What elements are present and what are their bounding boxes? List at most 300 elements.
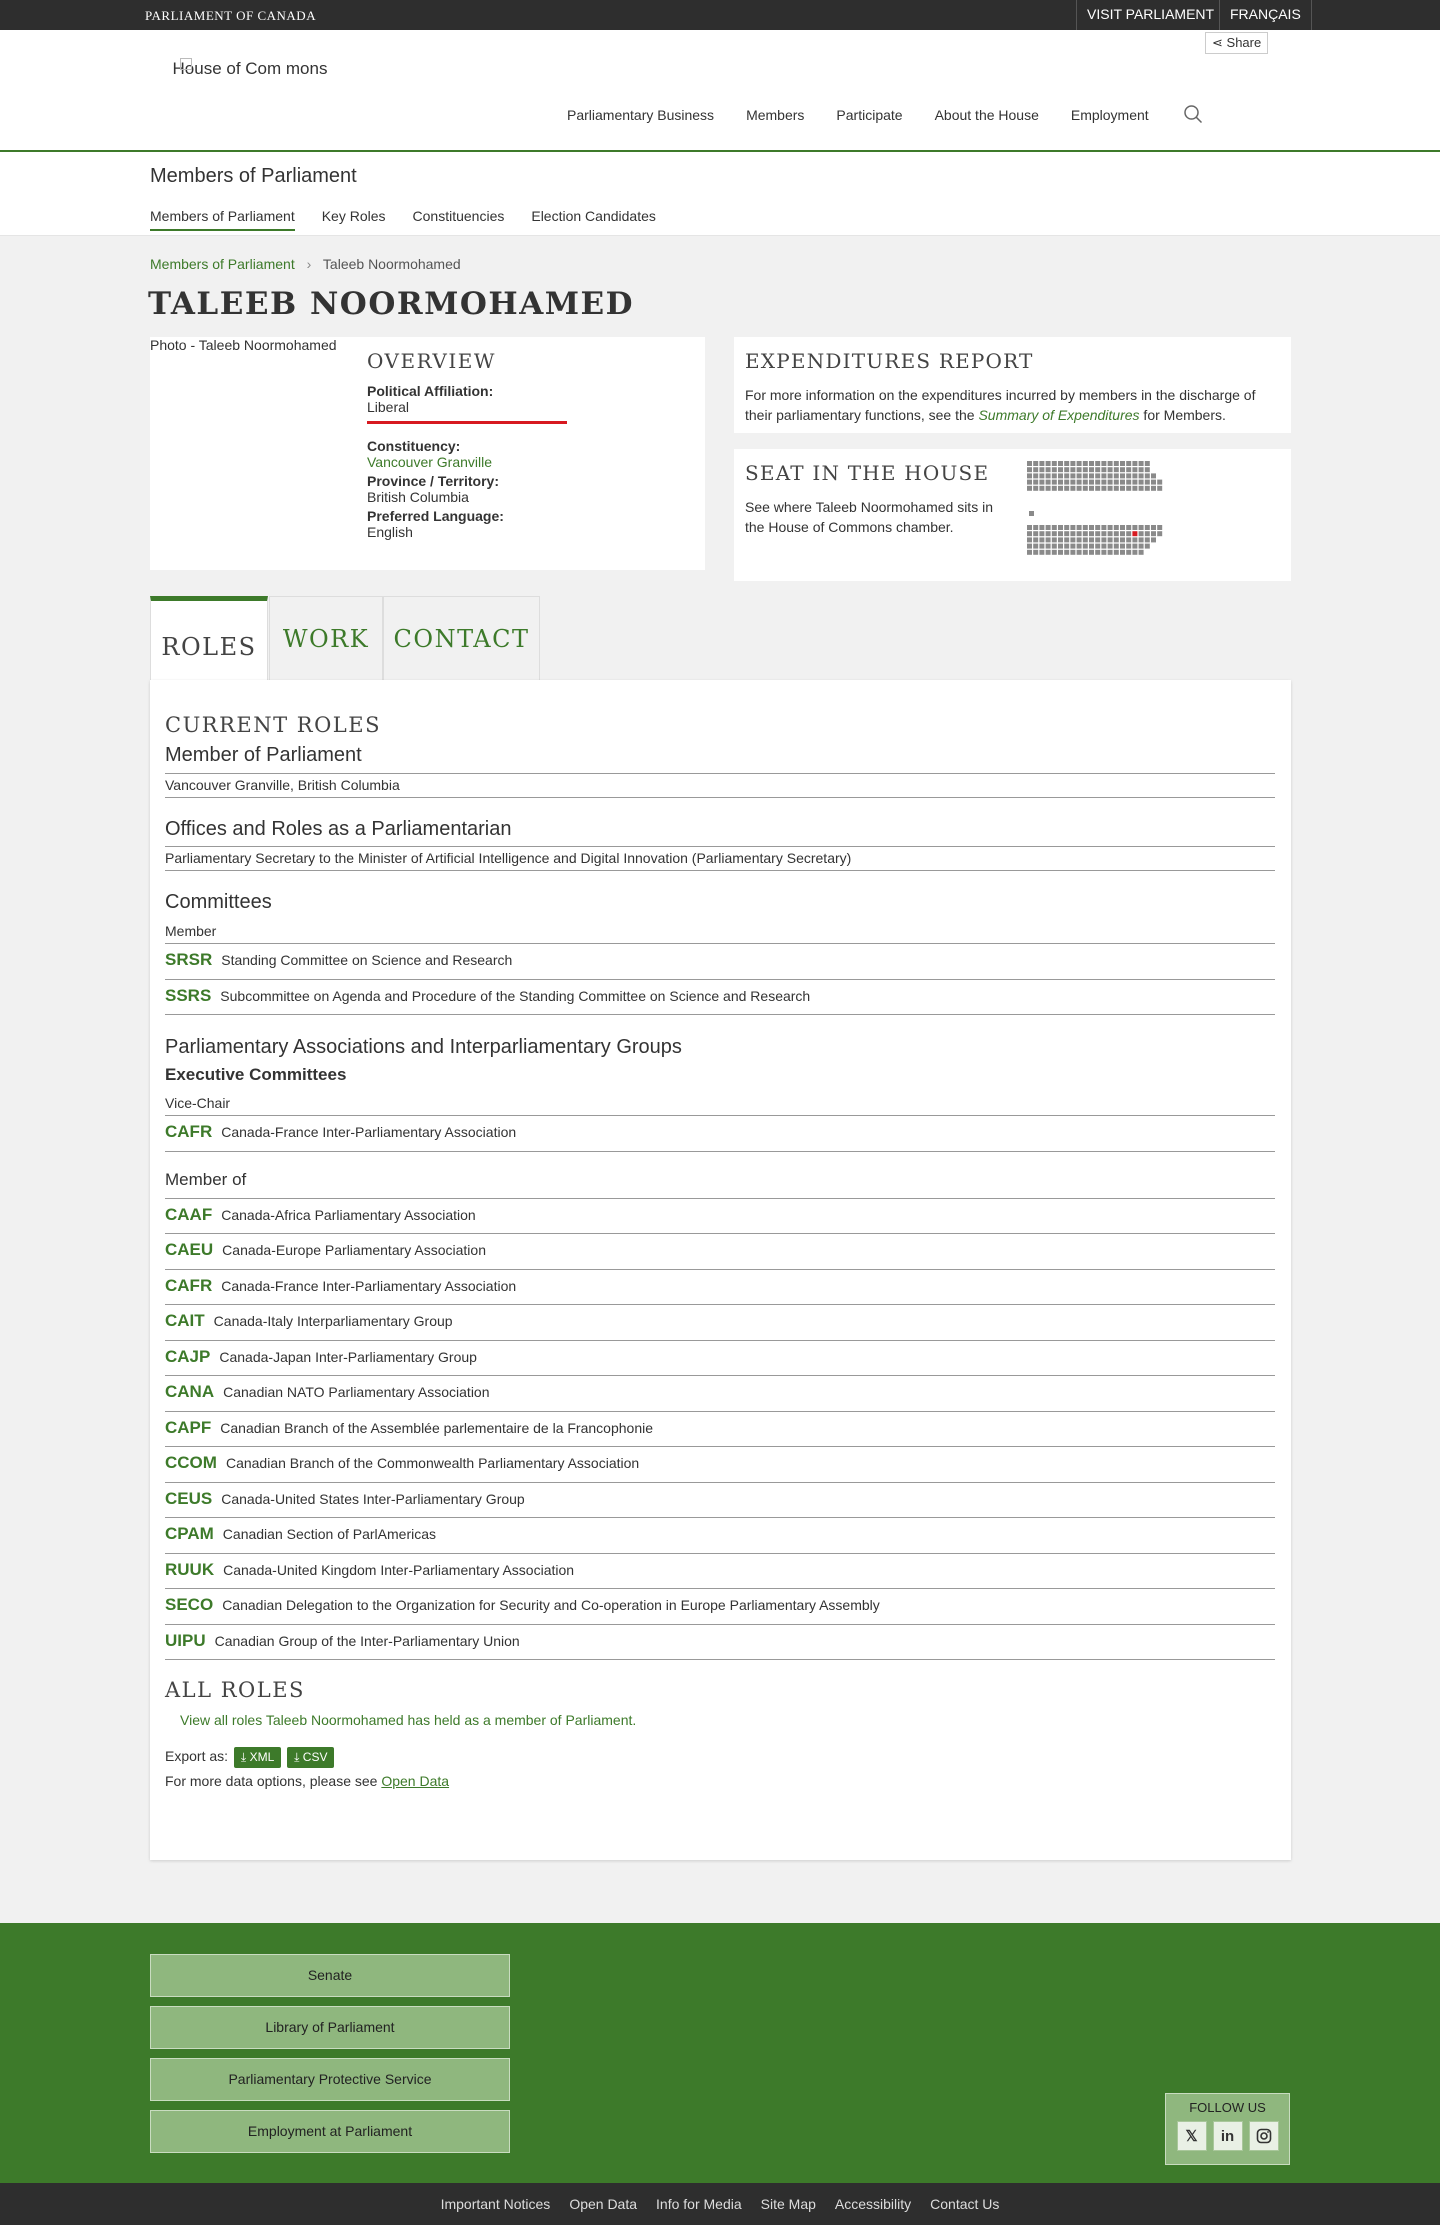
seat (1157, 531, 1162, 536)
seat (1126, 525, 1131, 530)
seat (1114, 486, 1119, 491)
seat (1101, 544, 1106, 549)
executive-committees-heading: Executive Committees (165, 1065, 347, 1084)
association-row (165, 1270, 1275, 1306)
seat (1089, 461, 1094, 466)
seat (1132, 467, 1137, 472)
seat (1089, 467, 1094, 472)
seat (1064, 537, 1069, 542)
seat-heading: SEAT IN THE HOUSE (745, 461, 990, 485)
seat (1058, 473, 1063, 478)
seat (1132, 544, 1137, 549)
seat (1120, 486, 1125, 491)
seat (1101, 467, 1106, 472)
export-xml-button[interactable]: ⤓ XML (234, 1747, 281, 1768)
seat (1077, 480, 1082, 485)
expenditures-heading: EXPENDITURES REPORT (745, 349, 1034, 373)
seat (1027, 467, 1032, 472)
seat (1108, 525, 1113, 530)
seat (1120, 550, 1125, 555)
seat (1064, 525, 1069, 530)
association-row (165, 1625, 1275, 1661)
seat (1077, 531, 1082, 536)
download-icon: ⤓ (240, 1750, 250, 1764)
association-row (165, 1412, 1275, 1448)
associations-heading: Parliamentary Associations and Interparliamentary Groups (165, 1036, 682, 1058)
committees-heading: Committees (165, 891, 272, 913)
logo-alt-text: House of Com mons (172, 59, 328, 78)
seat (1070, 537, 1075, 542)
seat (1077, 525, 1082, 530)
export-label: Export as: (165, 1748, 229, 1764)
language-label: Preferred Language: (367, 508, 504, 524)
broken-image-icon (180, 58, 192, 70)
nav-members[interactable]: Members (746, 107, 805, 123)
seat (1052, 473, 1057, 478)
visit-parliament-link[interactable]: VISIT PARLIAMENT (1076, 0, 1224, 30)
seat (1139, 486, 1144, 491)
tab-election-candidates[interactable]: Election Candidates (531, 208, 656, 224)
seat (1145, 544, 1150, 549)
seat (1126, 473, 1131, 478)
seat (1126, 467, 1131, 472)
seat (1027, 473, 1032, 478)
association-code-link[interactable]: CAPF (165, 1417, 212, 1437)
download-icon: ⤓ (294, 1750, 303, 1764)
tab-work[interactable]: WORK (269, 596, 383, 681)
seat (1058, 531, 1063, 536)
seat (1046, 550, 1051, 555)
site-footer (0, 1923, 1440, 2183)
seat (1052, 486, 1057, 491)
seat (1139, 544, 1144, 549)
seat (1120, 473, 1125, 478)
seat (1139, 473, 1144, 478)
seat (1145, 473, 1150, 478)
seat (1058, 550, 1063, 555)
association-name: Canada-Japan Inter-Parliamentary Group (219, 1348, 477, 1365)
seat (1027, 550, 1032, 555)
committee-code-link[interactable]: SRSR (165, 950, 213, 969)
language-value: English (367, 524, 413, 540)
seat (1114, 461, 1119, 466)
executive-list (165, 1116, 1275, 1152)
association-code-link[interactable]: CAAF (165, 1204, 213, 1224)
seat (1114, 537, 1119, 542)
seat (1033, 480, 1038, 485)
house-of-commons-logo[interactable] (170, 56, 330, 82)
committee-code-link[interactable]: SSRS (165, 985, 212, 1005)
open-data-link[interactable]: Open Data (381, 1773, 450, 1789)
seat (1033, 537, 1038, 542)
seat (1101, 525, 1106, 530)
seat (1052, 525, 1057, 530)
seat (1077, 550, 1082, 555)
seat (1058, 467, 1063, 472)
seat (1132, 486, 1137, 491)
seat (1033, 467, 1038, 472)
nav-participate[interactable]: Participate (836, 107, 903, 123)
seat (1052, 480, 1057, 485)
association-row (165, 1234, 1275, 1270)
seat (1114, 473, 1119, 478)
member-of-heading: Member of (165, 1170, 1275, 1199)
seat (1089, 544, 1094, 549)
seat (1077, 461, 1082, 466)
association-code-link[interactable]: CAJP (165, 1346, 211, 1366)
seat (1046, 461, 1051, 466)
seat (1058, 537, 1063, 542)
seat (1064, 550, 1069, 555)
seat (1052, 531, 1057, 536)
seat (1033, 531, 1038, 536)
site-header (0, 30, 1440, 152)
seat (1114, 531, 1119, 536)
language-toggle-link[interactable]: FRANÇAIS (1219, 0, 1312, 30)
association-name: Canadian NATO Parliamentary Association (223, 1384, 490, 1400)
seat-description: See where Taleeb Noormohamed sits in the House of Commons chamber. (745, 499, 993, 535)
seat (1126, 544, 1131, 549)
seat (1029, 511, 1034, 516)
seat (1120, 467, 1125, 472)
seat (1108, 537, 1113, 542)
seat (1095, 525, 1100, 530)
site-map-link[interactable]: Site Map (760, 2196, 816, 2212)
seat (1145, 537, 1150, 542)
seat (1064, 473, 1069, 478)
association-code-link[interactable]: CAIT (165, 1311, 205, 1330)
contact-us-link[interactable]: Contact Us (930, 2196, 1000, 2212)
seat (1126, 480, 1131, 485)
seat (1157, 486, 1162, 491)
party-color-bar (367, 421, 567, 424)
seat (1126, 537, 1131, 542)
x-icon[interactable]: 𝕏 (1177, 2121, 1207, 2151)
executive-row (165, 1116, 1275, 1152)
association-code-link[interactable]: SECO (165, 1595, 214, 1614)
instagram-icon[interactable] (1249, 2121, 1279, 2151)
constituency-link[interactable]: Vancouver Granville (367, 454, 493, 470)
province-label: Province / Territory: (367, 473, 500, 489)
seat (1089, 531, 1094, 536)
main-navigation (567, 107, 1181, 123)
seat (1039, 486, 1044, 491)
current-roles-heading: CURRENT ROLES (165, 713, 381, 737)
seat (1064, 467, 1069, 472)
seat (1070, 531, 1075, 536)
seat (1077, 467, 1082, 472)
seat (1083, 461, 1088, 466)
association-name: Canadian Branch of the Assemblée parlementaire de la Francophonie (220, 1419, 653, 1436)
main-content (0, 236, 1440, 1923)
association-name: Canada-United States Inter-Parliamentary Group (221, 1490, 525, 1507)
seat (1114, 525, 1119, 530)
seat (1064, 461, 1069, 466)
association-name: Canadian Section of ParlAmericas (222, 1526, 437, 1542)
seat (1139, 467, 1144, 472)
association-name: Canada-France Inter-Parliamentary Association (221, 1277, 517, 1294)
seat (1095, 473, 1100, 478)
seat (1027, 525, 1032, 530)
committee-name: Subcommittee on Agenda and Procedure of the Standing Committee on Science and Research (220, 987, 811, 1004)
seat (1027, 486, 1032, 491)
seat (1070, 461, 1075, 466)
seat (1027, 537, 1032, 542)
executive-sublabel: Vice-Chair (165, 1085, 1275, 1116)
breadcrumb-current: Taleeb Noormohamed (322, 256, 461, 272)
seat (1132, 461, 1137, 466)
parliament-brand[interactable]: PARLIAMENT OF CANADA (145, 8, 317, 23)
association-code-link[interactable]: RUUK (165, 1559, 215, 1579)
seat (1083, 531, 1088, 536)
seat (1083, 550, 1088, 555)
seat (1077, 486, 1082, 491)
page-title: TALEEB NOORMOHAMED (148, 286, 635, 322)
committees-list (165, 944, 1275, 1015)
share-label: Share (1226, 35, 1262, 50)
seat (1046, 473, 1051, 478)
seat (1083, 480, 1088, 485)
linkedin-icon[interactable]: in (1213, 2121, 1243, 2151)
seat (1058, 525, 1063, 530)
seat (1145, 461, 1150, 466)
seat (1083, 525, 1088, 530)
breadcrumb (150, 256, 461, 272)
member-photo: Photo - Taleeb Noormohamed (150, 337, 337, 353)
executive-name: Canada-France Inter-Parliamentary Association (221, 1124, 517, 1140)
tab-contact[interactable]: CONTACT (383, 596, 540, 681)
seat (1151, 531, 1156, 536)
all-roles-heading: ALL ROLES (165, 1678, 305, 1702)
seat (1070, 544, 1075, 549)
important-notices-link[interactable]: Important Notices (440, 2196, 551, 2212)
seat (1126, 461, 1131, 466)
seat (1101, 486, 1106, 491)
nav-parliamentary-business[interactable]: Parliamentary Business (567, 107, 715, 123)
seat (1064, 480, 1069, 485)
seat (1139, 525, 1144, 530)
seat (1108, 531, 1113, 536)
seat (1077, 473, 1082, 478)
seat (1064, 531, 1069, 536)
seat (1108, 544, 1113, 549)
association-row (165, 1376, 1275, 1412)
seat (1039, 480, 1044, 485)
seat (1108, 461, 1113, 466)
seat (1052, 537, 1057, 542)
seat (1108, 480, 1113, 485)
association-name: Canada-United Kingdom Inter-Parliamentary Association (223, 1561, 575, 1578)
association-row (165, 1483, 1275, 1519)
seat (1070, 525, 1075, 530)
association-code-link[interactable]: CANA (165, 1382, 215, 1401)
seat (1052, 550, 1057, 555)
open-data-footer-link[interactable]: Open Data (569, 2196, 638, 2212)
seat (1064, 486, 1069, 491)
seat (1151, 480, 1156, 485)
employment-at-parliament-button[interactable]: Employment at Parliament (150, 2110, 510, 2153)
association-code-link[interactable]: CPAM (165, 1524, 214, 1543)
member-of-list (165, 1199, 1275, 1661)
association-row (165, 1554, 1275, 1590)
affiliation-label: Political Affiliation: (367, 383, 494, 399)
follow-us-label: FOLLOW US (1189, 2100, 1266, 2115)
accessibility-link[interactable]: Accessibility (834, 2196, 912, 2212)
seat (1033, 525, 1038, 530)
seat (1052, 544, 1057, 549)
seat (1095, 461, 1100, 466)
seat (1058, 461, 1063, 466)
committee-row (165, 944, 1275, 980)
seat-map[interactable] (1027, 461, 1257, 569)
search-icon[interactable] (1183, 104, 1203, 124)
seat (1120, 461, 1125, 466)
section-header (0, 152, 1440, 236)
seat (1132, 480, 1137, 485)
constituency-label: Constituency: (367, 438, 461, 454)
seat (1027, 461, 1032, 466)
seat (1046, 525, 1051, 530)
seat (1108, 473, 1113, 478)
seat (1132, 537, 1137, 542)
tab-key-roles[interactable]: Key Roles (321, 208, 386, 224)
tab-constituencies[interactable]: Constituencies (412, 208, 505, 224)
export-csv-button[interactable]: ⤓ CSV (287, 1747, 334, 1768)
seat (1046, 486, 1051, 491)
seat (1139, 461, 1144, 466)
seat (1114, 544, 1119, 549)
seat (1101, 473, 1106, 478)
association-row (165, 1589, 1275, 1625)
association-row (165, 1341, 1275, 1377)
seat (1108, 486, 1113, 491)
association-code-link[interactable]: CAEU (165, 1240, 214, 1259)
seat (1046, 531, 1051, 536)
tab-members-of-parliament[interactable]: Members of Parliament (150, 208, 295, 231)
seat (1139, 550, 1144, 555)
executive-code-link[interactable]: CAFR (165, 1122, 213, 1141)
seat (1083, 473, 1088, 478)
seat (1145, 525, 1150, 530)
footer-links (0, 2183, 1440, 2225)
seat (1052, 461, 1057, 466)
overview-heading: OVERVIEW (367, 349, 496, 373)
seat (1139, 480, 1144, 485)
breadcrumb-parent-link[interactable]: Members of Parliament (150, 256, 295, 272)
senate-button[interactable]: Senate (150, 1954, 510, 1997)
seat (1033, 486, 1038, 491)
association-code-link[interactable]: CAFR (165, 1275, 213, 1295)
protective-service-button[interactable]: Parliamentary Protective Service (150, 2058, 510, 2101)
seat (1120, 537, 1125, 542)
seat (1027, 544, 1032, 549)
seat (1151, 537, 1156, 542)
association-code-link[interactable]: CCOM (165, 1453, 217, 1472)
seat (1083, 467, 1088, 472)
association-row (165, 1199, 1275, 1235)
mp-role-heading: Member of Parliament (165, 744, 362, 766)
tab-roles[interactable]: ROLES (150, 596, 268, 682)
association-name: Canada-Africa Parliamentary Association (221, 1206, 476, 1223)
seat (1145, 531, 1150, 536)
seat (1039, 467, 1044, 472)
seat (1039, 531, 1044, 536)
seat (1046, 467, 1051, 472)
all-roles-link[interactable]: View all roles Taleeb Noormohamed has held as a member of Parliament. (180, 1712, 637, 1728)
seat (1151, 473, 1156, 478)
seat (1070, 486, 1075, 491)
association-code-link[interactable]: UIPU (165, 1630, 206, 1650)
member-seat (1132, 531, 1137, 536)
association-name: Canadian Branch of the Commonwealth Parliamentary Association (225, 1455, 640, 1471)
seat (1132, 525, 1137, 530)
seat (1145, 467, 1150, 472)
seat (1027, 531, 1032, 536)
seat (1095, 537, 1100, 542)
seat (1089, 473, 1094, 478)
mp-riding: Vancouver Granville, British Columbia (165, 774, 1275, 798)
seat (1033, 473, 1038, 478)
seat (1101, 531, 1106, 536)
seat (1070, 480, 1075, 485)
nav-about-the-house[interactable]: About the House (934, 107, 1039, 123)
seat (1157, 525, 1162, 530)
top-bar (0, 0, 1440, 30)
seat (1027, 480, 1032, 485)
seat (1139, 537, 1144, 542)
association-name: Canadian Delegation to the Organization for Security and Co-operation in Europe Parliamentary Assembly (222, 1597, 880, 1613)
offices-role: Parliamentary Secretary to the Minister of Artificial Intelligence and Digital Innovation (Parliamentary Secretary) (165, 847, 1275, 871)
association-name: Canada-Italy Interparliamentary Group (213, 1313, 453, 1329)
seat (1077, 544, 1082, 549)
seat (1095, 480, 1100, 485)
seat (1058, 480, 1063, 485)
committee-name: Standing Committee on Science and Research (221, 952, 513, 968)
seat (1039, 525, 1044, 530)
seat (1126, 531, 1131, 536)
seat (1039, 473, 1044, 478)
seat (1052, 467, 1057, 472)
seat (1077, 537, 1082, 542)
seat (1101, 537, 1106, 542)
association-row (165, 1518, 1275, 1554)
association-row (165, 1305, 1275, 1341)
info-for-media-link[interactable]: Info for Media (656, 2196, 742, 2212)
nav-employment[interactable]: Employment (1070, 107, 1149, 123)
library-of-parliament-button[interactable]: Library of Parliament (150, 2006, 510, 2049)
seat (1033, 550, 1038, 555)
expenditures-text: For more information on the expenditures incurred by members in the discharge of their parliamentary functions, see the Summary of Expenditures for Members. (745, 387, 1256, 423)
seat (1120, 531, 1125, 536)
seat (1145, 480, 1150, 485)
seat (1101, 550, 1106, 555)
seat (1114, 550, 1119, 555)
seat (1039, 544, 1044, 549)
seat (1033, 461, 1038, 466)
seat (1039, 550, 1044, 555)
seat (1058, 486, 1063, 491)
seat-card (734, 449, 1291, 581)
seat (1101, 461, 1106, 466)
seat (1039, 537, 1044, 542)
seat (1120, 525, 1125, 530)
seat (1046, 537, 1051, 542)
association-code-link[interactable]: CEUS (165, 1488, 213, 1508)
summary-of-expenditures-link[interactable]: Summary of Expenditures (978, 407, 1140, 423)
share-button[interactable] (1205, 32, 1268, 54)
export-row (165, 1747, 1275, 1768)
seat (1132, 473, 1137, 478)
